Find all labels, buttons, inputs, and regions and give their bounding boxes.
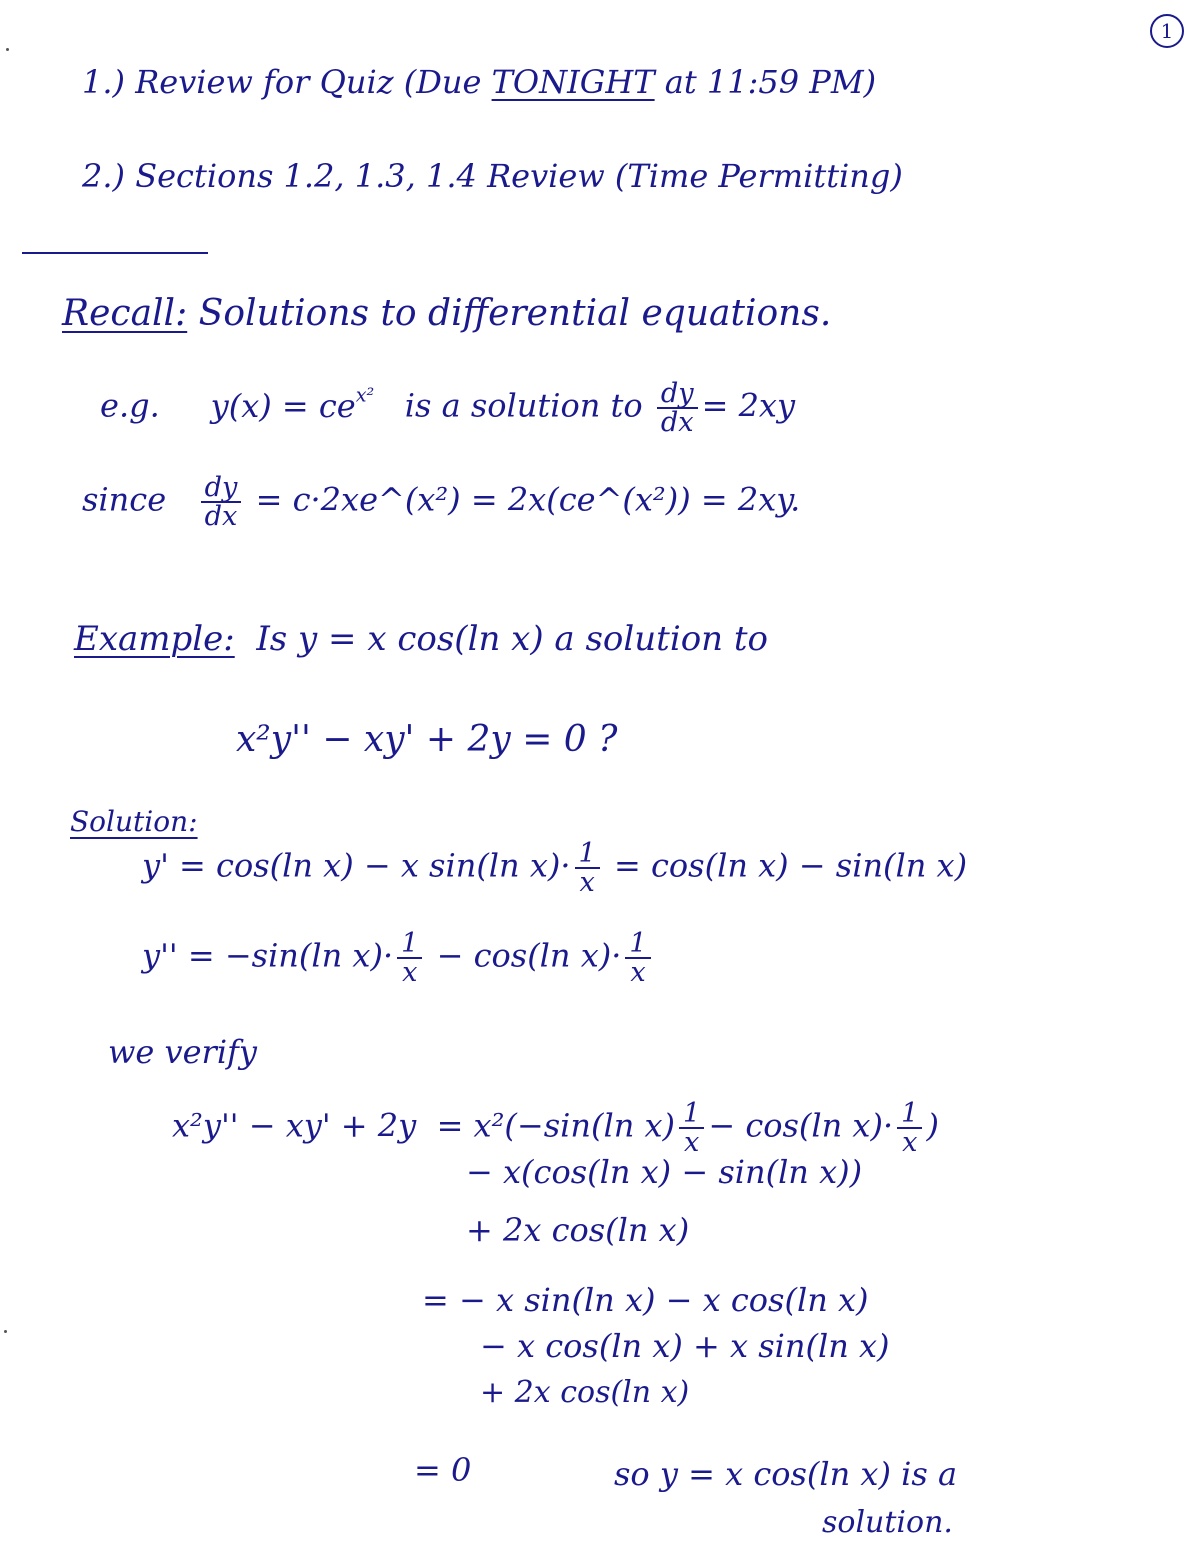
scan-speck [6,48,9,51]
verify-lhs: x²y'' − xy' + 2y [172,1106,417,1145]
conclusion-line-2: solution. [822,1505,953,1540]
verify-line-3: + 2x cos(ln x) [466,1211,690,1249]
recall-line [62,293,832,334]
yprime-rhs: = cos(ln x) − sin(ln x) [614,846,968,885]
yprime-fraction: $\frac{1}{x}$ [575,840,600,896]
verify-result: = 0 [414,1451,472,1489]
scan-speck [4,1330,7,1333]
divider-rule [22,252,208,254]
verify-line-6: + 2x cos(ln x) [480,1375,690,1410]
example-equation: x²y'' − xy' + 2y = 0 ? [236,719,618,760]
agenda-item-1 [82,63,877,101]
conclusion-line-1: so y = x cos(ln x) is a [614,1455,958,1493]
agenda-item-1-suffix: at 11:59 PM) [654,63,877,101]
example-question: Is y = x cos(ln x) a solution to [256,619,769,659]
verify-fraction-1: $\frac{1}{x}$ [679,1100,704,1156]
recall-label: Recall: [62,293,188,334]
since-label: since [82,480,167,519]
eg-derivative-fraction: $\frac{dy}{dx}$ [657,380,698,436]
yprime-expr: y' = cos(ln x) − x sin(ln x)· [142,846,571,885]
ydouble-fraction-1: $\frac{1}{x}$ [397,930,422,986]
verify-line-5: − x cos(ln x) + x sin(ln x) [480,1327,890,1365]
eg-text: is a solution to [404,386,643,425]
agenda-item-2: 2.) Sections 1.2, 1.3, 1.4 Review (Time Permitting) [82,157,903,195]
verify-label: we verify [108,1033,257,1071]
since-line [82,472,801,533]
eg-rhs: = 2xy [701,386,796,425]
since-derivative-fraction: $\frac{dy}{dx}$ [201,474,242,530]
recall-example-line [100,378,796,439]
agenda-item-1-prefix: 1.) Review for Quiz (Due [82,63,492,101]
agenda-item-1-tonight: TONIGHT [491,63,655,101]
recall-text: Solutions to differential equations. [198,293,832,334]
solution-label: Solution: [70,805,198,838]
page-number: 1 [1150,14,1184,48]
verify-line-2: − x(cos(ln x) − sin(ln x)) [466,1153,863,1191]
ydouble-fraction-2: $\frac{1}{x}$ [625,930,650,986]
verify-fraction-2: $\frac{1}{x}$ [897,1100,922,1156]
verify-line-1: x²y'' − xy' + 2y = x²(−sin(ln x) $\frac{1}{x}$ − cos(ln x)· $\frac{1}{x}$ ) [172,1098,939,1159]
example-label: Example: [74,619,235,659]
verify-line-4: = − x sin(ln x) − x cos(ln x) [422,1281,869,1319]
since-rhs: = c·2xe^(x²) = 2x(ce^(x²)) = 2xy. [255,480,801,519]
yprime-line [142,838,968,899]
eg-label: e.g. [100,386,160,425]
eg-function: $y(x) = ce^{x^2}$ [210,383,375,425]
ydouble-line: y'' = −sin(ln x)· $\frac{1}{x}$ − cos(ln x)· $\frac{1}{x}$ [142,930,655,986]
example-line [74,619,769,659]
